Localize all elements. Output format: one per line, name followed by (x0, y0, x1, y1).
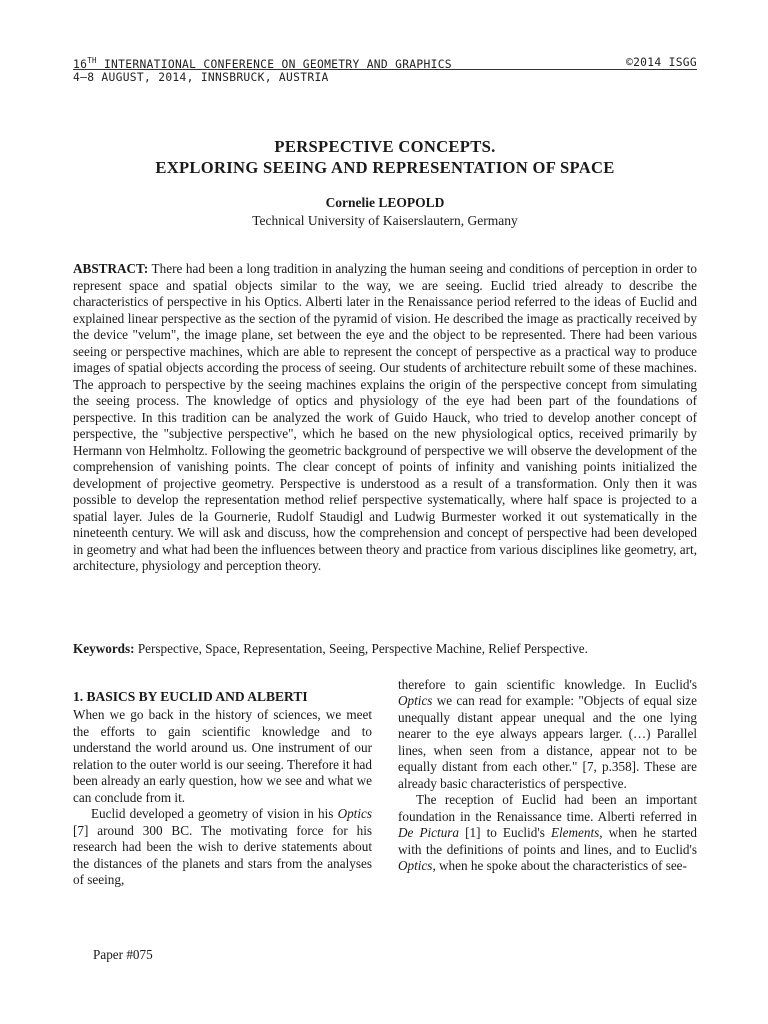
paragraph-1: When we go back in the history of sciences, we meet the efforts to gain scientific knowledge and to understand the world around us. One instrument of our relation to the outer world is our seeing. Therefore it had been already an early question, how we see and what we can conclude from it. (73, 707, 372, 805)
keywords (73, 641, 697, 658)
keywords-text: Perspective, Space, Representation, Seeing, Perspective Machine, Relief Perspective. (134, 641, 588, 656)
paper-number: Paper #075 (93, 947, 153, 962)
author-name: Cornelie LEOPOLD (325, 195, 445, 210)
section-heading: 1. BASICS BY EUCLID AND ALBERTI (73, 689, 308, 704)
header-rule (73, 69, 697, 70)
abstract-label: ABSTRACT: (73, 261, 149, 276)
paper-title-line1: PERSPECTIVE CONCEPTS. (274, 137, 496, 156)
paragraph-3: therefore to gain scientific knowledge. In Euclid's Optics we can read for example: "Objects of equal size unequally distant appear unequal and the one lying nearer to the eye always appears larger. (…) Parallel lines, when seen from a distance, appear not to be equally distant from each other." [7, p.358]. These are already basic characteristics of perspective. (398, 677, 697, 791)
conference-number: 16 (73, 58, 88, 71)
author-affiliation: Technical University of Kaiserslautern, Germany (252, 213, 518, 228)
paragraph-4: The reception of Euclid had been an important foundation in the Renaissance time. Alberti referred in De Pictura [1] to Euclid's Elements, when he started with the definitions of points and lines, and to Euclid's Optics, when he spoke about the characteristics of see- (398, 792, 697, 873)
copyright: ©2014 ISGG (625, 56, 697, 69)
conference-number-suffix: TH (87, 56, 97, 65)
paragraph-2: Euclid developed a geometry of vision in his Optics [7] around 300 BC. The motivating force for his research had been the wish to derive statements about the distances of the planets and stars from the analyses of seeing, (73, 806, 372, 887)
conference-name: INTERNATIONAL CONFERENCE ON GEOMETRY AND GRAPHICS (96, 58, 452, 71)
keywords-label: Keywords: (73, 641, 135, 656)
abstract-text: There had been a long tradition in analyzing the human seeing and conditions of perception in order to represent space and spatial objects similar to the way, we are seeing. Euclid tried already to describe the characteristics of perspective in his Optics. Alberti later in the Renaissance period referred to the ideas of Euclid and explained linear perspective as the section of the pyramid of vision. He described the image as practically received by the device "velum", the image plane, set between the eye and the object to be represented. There had been various seeing or perspective machines, which are able to represent the concept of perspective as a practical way to produce images of spatial objects according the process of seeing. Our students of architecture rebuilt some of these machines. The approach to perspective by the seeing machines explains the origin of the perspective concept from simulating the seeing process. The knowledge of optics and physiology of the eye had been part of the foundations of perspective. In this tradition can be analyzed the work of Guido Hauck, who tried to develop another concept of perspective, the "subjective perspective", which he based on the new physiological optics, received primarily by Hermann von Helmholtz. Following the geometric background of perspective we will observe the development of the comprehension of vanishing points. The clear concept of points of infinity and vanishing points initialized the development of projective geometry. Perspective is understood as a result of a transformation. Only then it was possible to develop the representation method relief perspective systematically, where half space is projected to a spatial layer. Jules de la Gournerie, Rudolf Staudigl and Ludwig Burmester worked it out systematically in the nineteenth century. We will ask and discuss, how the comprehension and concept of perspective had been developed in geometry and what had been the influences between theory and practice from various disciplines like geometry, art, architecture, physiology and perception theory. (73, 261, 697, 573)
abstract (73, 261, 697, 575)
column-left (73, 686, 372, 888)
paper-title-line2: EXPLORING SEEING AND REPRESENTATION OF SPACE (155, 158, 615, 177)
conference-date-place: 4–8 AUGUST, 2014, INNSBRUCK, AUSTRIA (73, 71, 329, 84)
column-right (398, 677, 697, 874)
